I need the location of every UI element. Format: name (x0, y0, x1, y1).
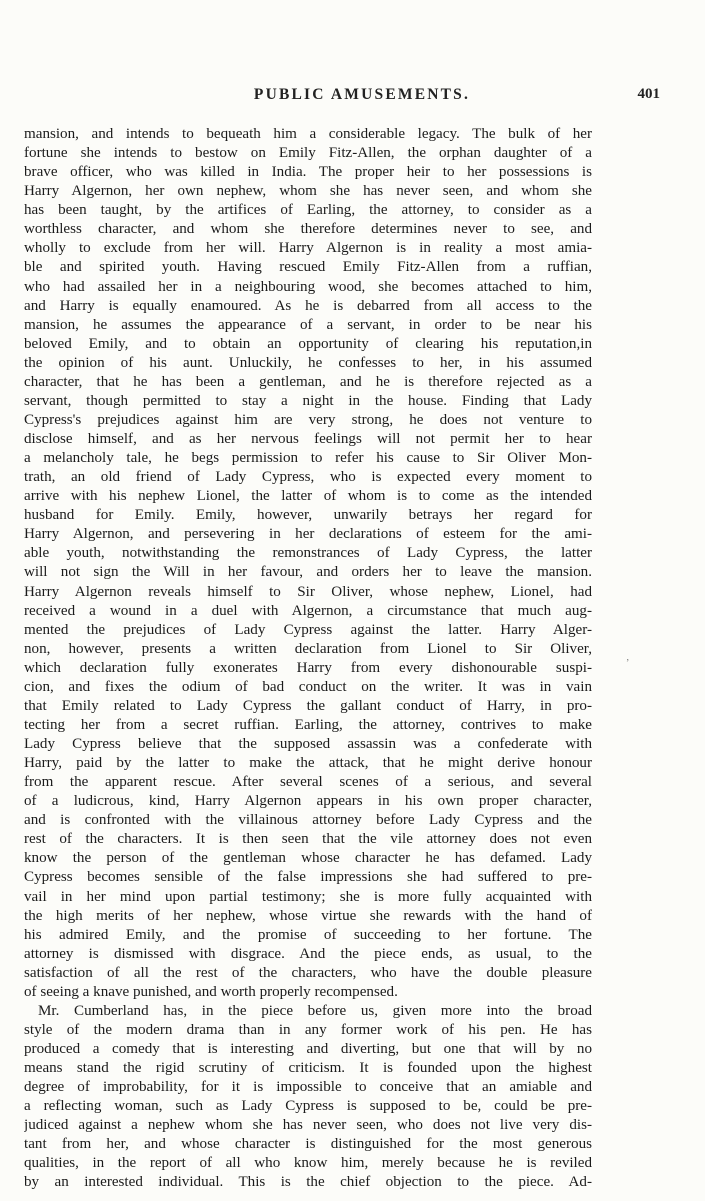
text-line: by an interested individual. This is the chief objection to the piece. Ad- (24, 1174, 592, 1191)
text-line: has been taught, by the artifices of Earling, the attorney, to consider as a (24, 202, 592, 219)
text-line: husband for Emily. Emily, however, unwarily betrays her regard for (24, 507, 592, 524)
text-line: attorney is dismissed with disgrace. And the piece ends, as usual, to the (24, 945, 592, 962)
text-line: trath, an old friend of Lady Cypress, who is expected every moment to (24, 469, 592, 486)
text-line: beloved Emily, and to obtain an opportunity of clearing his reputation,in (24, 335, 592, 352)
text-line: a melancholy tale, he begs permission to refer his cause to Sir Oliver Mon- (24, 450, 592, 467)
text-line: Cypress becomes sensible of the false impressions she had suffered to pre- (24, 869, 592, 886)
text-line: non, however, presents a written declaration from Lionel to Sir Oliver, (24, 640, 592, 657)
text-line: which declaration fully exonerates Harry from every dishonourable suspi- (24, 659, 592, 676)
text-line: rest of the characters. It is then seen that the vile attorney does not even (24, 831, 592, 848)
text-line: and Harry is equally enamoured. As he is debarred from all access to the (24, 297, 592, 314)
text-line: who had assailed her in a neighbouring wood, she becomes attached to him, (24, 278, 592, 295)
text-line: means stand the rigid scrutiny of criticism. It is founded upon the highest (24, 1060, 592, 1077)
text-line: the opinion of his aunt. Unluckily, he confesses to her, in his assumed (24, 354, 592, 371)
text-line: will not sign the Will in her favour, and orders her to leave the mansion. (24, 564, 592, 581)
text-line: of a ludicrous, kind, Harry Algernon appears in his own proper character, (24, 793, 592, 810)
text-line: of seeing a knave punished, and worth properly recompensed. (24, 983, 398, 1000)
page-number: 401 (637, 86, 660, 102)
running-head-title: PUBLIC AMUSEMENTS. (253, 86, 471, 103)
text-line: a reflecting woman, such as Lady Cypress is supposed to be, could be pre- (24, 1098, 592, 1115)
text-line: know the person of the gentleman whose character he has defamed. Lady (24, 850, 592, 867)
margin-speck: ’ (626, 658, 630, 669)
text-line: arrive with his nephew Lionel, the latter of whom is to come as the intended (24, 488, 592, 505)
text-line: produced a comedy that is interesting and diverting, but one that will by no (24, 1041, 592, 1057)
text-line: tecting her from a secret ruffian. Earling, the attorney, contrives to make (24, 716, 592, 733)
text-line: from the apparent rescue. After several scenes of a serious, and several (24, 774, 592, 791)
text-line: Lady Cypress believe that the supposed assassin was a confederate with (24, 736, 592, 752)
text-line: mansion, and intends to bequeath him a considerable legacy. The bulk of her (24, 126, 592, 142)
text-line: style of the modern drama than in any former work of his pen. He has (24, 1021, 592, 1038)
text-line: that Emily related to Lady Cypress the gallant conduct of Harry, in pro- (24, 697, 592, 714)
text-line: brave officer, who was killed in India. The proper heir to her possessions is (24, 164, 592, 181)
text-line: able youth, notwithstanding the remonstrances of Lady Cypress, the latter (24, 545, 592, 562)
text-line: fortune she intends to bestow on Emily Fitz-Allen, the orphan daughter of a (24, 145, 592, 162)
text-line: the high merits of her nephew, whose virtue she rewards with the hand of (24, 907, 592, 924)
text-line: cion, and fixes the odium of bad conduct on the writer. It was in vain (24, 678, 592, 695)
text-line: Harry, paid by the latter to make the attack, that he might derive honour (24, 755, 592, 772)
text-line: wholly to exclude from her will. Harry Algernon is in reality a most amia- (24, 240, 592, 257)
text-line: worthless character, and whom she therefore determines never to see, and (24, 221, 592, 238)
running-head (64, 86, 660, 110)
text-line: mented the prejudices of Lady Cypress against the latter. Harry Alger- (24, 621, 592, 638)
text-line: qualities, in the report of all who know him, merely because he is reviled (24, 1155, 592, 1172)
text-line: Cypress's prejudices against him are very strong, he does not venture to (24, 411, 592, 428)
text-line: Harry Algernon, and persevering in her declarations of esteem for the ami- (24, 526, 592, 543)
text-line: judiced against a nephew whom she has never seen, who does not live very dis- (24, 1117, 592, 1134)
text-line: servant, though permitted to stay a night in the house. Finding that Lady (24, 392, 592, 409)
text-line: his admired Emily, and the promise of succeeding to her fortune. The (24, 926, 592, 943)
text-line: mansion, he assumes the appearance of a servant, in order to be near his (24, 316, 592, 333)
text-line: tant from her, and whose character is distinguished for the most generous (24, 1136, 592, 1153)
text-line: disclose himself, and as her nervous feelings will not permit her to hear (24, 431, 592, 447)
body-text (24, 125, 592, 1193)
text-line: ble and spirited youth. Having rescued Emily Fitz-Allen from a ruffian, (24, 259, 592, 276)
text-line: satisfaction of all the rest of the characters, who have the double pleasure (24, 964, 592, 981)
text-line: Harry Algernon, her own nephew, whom she has never seen, and whom she (24, 183, 592, 200)
text-line: vail in her mind upon partial testimony; she is more fully acquainted with (24, 888, 592, 905)
text-line: Harry Algernon reveals himself to Sir Oliver, whose nephew, Lionel, had (24, 583, 592, 600)
text-line: Mr. Cumberland has, in the piece before us, given more into the broad (38, 1002, 592, 1019)
text-line: character, that he has been a gentleman, and he is therefore rejected as a (24, 373, 592, 390)
text-line: degree of improbability, for it is impossible to conceive that an amiable and (24, 1079, 592, 1096)
text-line: and is confronted with the villainous attorney before Lady Cypress and the (24, 812, 592, 829)
text-line: received a wound in a duel with Algernon, a circumstance that much aug- (24, 602, 592, 619)
